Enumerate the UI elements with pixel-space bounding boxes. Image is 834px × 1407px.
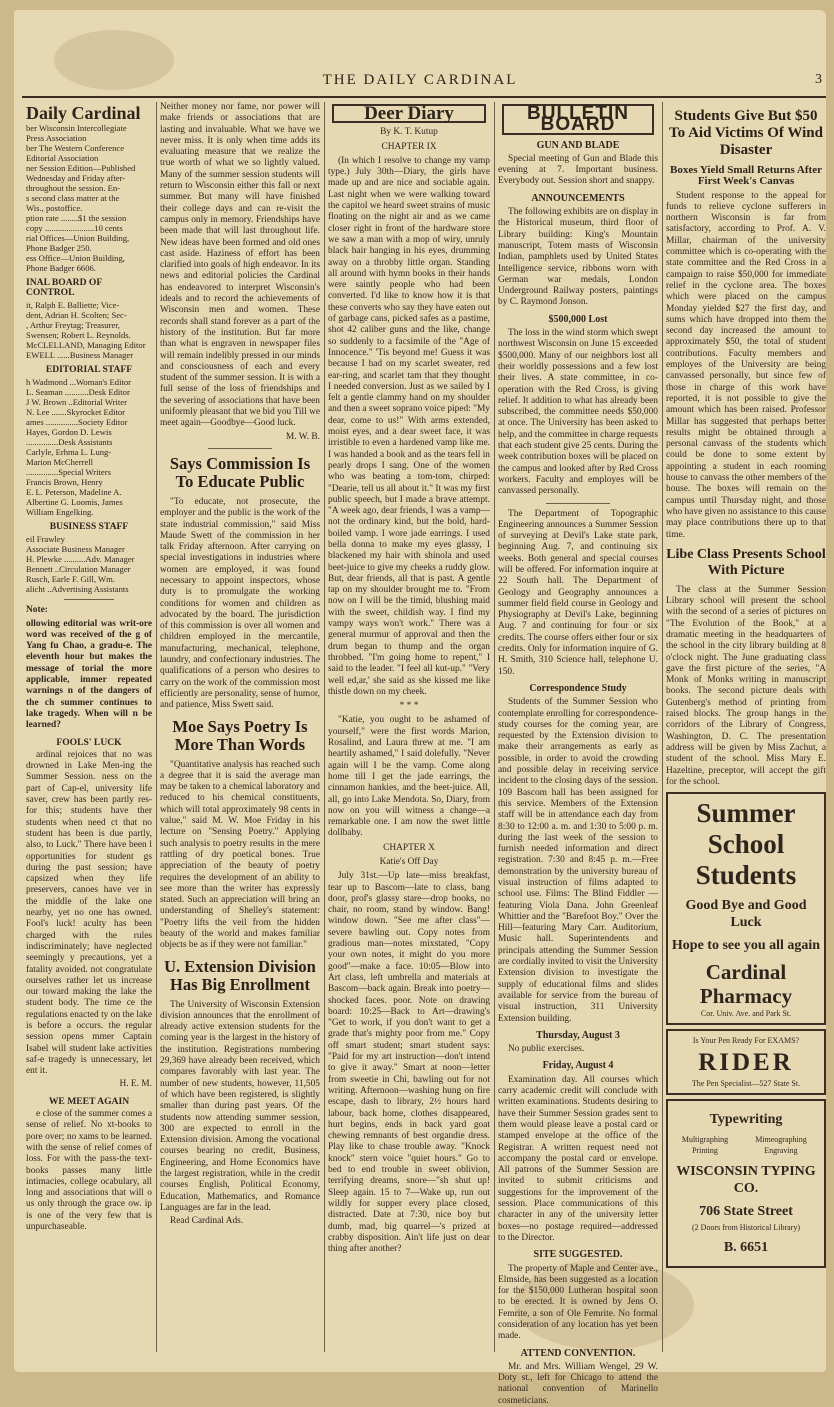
ads-line: Read Cardinal Ads. — [170, 1216, 244, 1227]
libe-text: The class at the Summer Session Library school will present the school with the second of a series of pictures on "The Evolution of the Book," at a dramatic meeting in the headquarters of the school in the city library building at 8 o'clock night. The June graduating class gave the first picture of the series, "A Monk of Monks writing in manuscript books. The second picture deals with Gutenberg's method of printing from raised blocks. The group hangs in the corridors of the Library of Congress, Washington, D. C. The presentation address will be given by Miss Zachut, a student of the school. Miss Mary E. Hazeltine, preceptor, will accept the gift for the school. — [666, 584, 826, 787]
staff-line: rial Offices—Union Building, — [26, 233, 130, 244]
ad-headline: Typewriting — [709, 1112, 783, 1128]
board-line: McCLELLAND, Managing Editor — [26, 340, 146, 351]
wind-disaster-headline: Students Give But $50 To Aid Victims Of Wind Disaster — [669, 108, 823, 158]
we-meet-text: e close of the summer comes a sense of relief. No xt-books to pore over; no xams to be learned. with the sense of relief comes of loss. For with the pass-the text-books passes many little intimacies, college ocabulary, all long and associations that will o us only through the grace ow. ip is one of the very few that is unpurchaseable. — [26, 1109, 152, 1233]
gun-blade-title: GUN AND BLADE — [536, 139, 620, 151]
newspaper-page — [14, 10, 826, 1406]
editorial-line: J W. Brown ..Editorial Writer — [26, 397, 127, 408]
ad-business-name: Cardinal Pharmacy — [699, 960, 793, 1009]
chapter-heading: CHAPTER X — [383, 842, 435, 853]
deer-diary-title: Deer Diary — [332, 104, 486, 123]
editorial-line: Francis Brown, Henry — [26, 477, 103, 488]
board-line: Swensen; Robert L. Reynolds. — [26, 330, 131, 341]
correspondence-text: Students of the Summer Session who contemplate enrolling for correspondence-study courses for the coming year, are requested by the Extension division to make their arrangements as early as possible, in order to avoid the crowding and possible delay in receiving service incident to the closing days of the session. 109 Bascom hall has been assigned for this service. Members of the Extension staff will be in attendance each day from 8:30 to 12:00 a. m. and 1:30 to 5:00 p. m. during the last week of the session to furnish needed information and direct registration. 7:30 and 8:45 p. m.—Free demonstration by the university bureau of visual instruction of films adapted to school use. Films: The Blind Fiddler — featuring Viola Dana. John Greenleaf Whittier and the "Barefoot Boy." Over the Hill—featuring Mary Carr. Auditorium, Music hall. Superintendents and principals attending the Summer Session are cordially invited to visit the University Extension division to investigate the supply of educational films and slides available for service from the bureau of visual instruction, 311 University Extension building. — [498, 697, 658, 1024]
convention-text: Mr. and Mrs. William Wengel, 29 W. Doty st., left for Chicago to attend the national convention of Marinello cosmeticians. — [498, 1361, 658, 1406]
friday-text: Examination day. All courses which carry academic credit will conclude with written examinations. Students desiring to have their Summer Session grades sent to them would please leave a postal card or stamped envelope at the office of the Registrar. A written request need not accompany the postal card or envelope. All patrons of the Summer Session are invited to submit criticisms and suggestions for the improvement of the session. Place communications of this character in any of the university letter boxes—no postage required—addressed to the Director. — [498, 1074, 658, 1243]
column-news-ads — [666, 102, 826, 1364]
staff-line: Phone Badger 250. — [26, 243, 92, 254]
ad-business-name: WISCONSIN TYPING CO. — [676, 1163, 816, 1196]
ad-service-right: Mimeographing Engraving — [755, 1135, 807, 1156]
staff-line: ption rate ........$1 the session — [26, 213, 127, 224]
chapter-heading: CHAPTER IX — [381, 141, 437, 152]
chapter-text: "Katie, you ought to be ashamed of yourself," were the first words Marion, Rosalind, and Laura threw at me. "I am heartily ashamed," I said dolefully. "Never again will I be the vamp. Come along home till I get the jade earrings, the cinnamon hankies, and the beet-juice. All, all, go into Lake Mendota. So, Diary, from now on you will witness a change—a remarkable one. I am now the swet little dollbaby. — [328, 715, 490, 839]
board-line: , Arthur Freytag; Treasurer, — [26, 320, 120, 331]
thursday-title: Thursday, August 3 — [536, 1029, 620, 1041]
business-line: H. Plewke ..........Adv. Manager — [26, 554, 135, 565]
editorial-line: Albertine G. Loomis, James — [26, 497, 123, 508]
staff-line: Editorial Association — [26, 153, 99, 164]
editorial-line: N. Lee .......Skyrocket Editor — [26, 407, 126, 418]
column-rule — [156, 102, 157, 1352]
wind-disaster-text: Student response to the appeal for funds to relieve cyclone sufferers in northern Wisconsin is far from satisfactory, according to Prof. A. V. Millar, chairman of the university committee which is co-operating with the state committee and the Red Cross in a campaign to raise $50,000 for immediate relief in the cyclone area. The boxes which were placed on the campus Monday yielded $27 the first day, and sums which have dropped into them the second day increased the amount to approximately $50, the total of student contributions. Faculty members and employes of the University are being canvassed personally, but since few of those in charge of this work have reported, it is not possible to give the amount which has been raised. Professor Millar has suggested that perhaps better results might be obtained through a personal canvass of the students which could be done to some extent by appointing a student in each rooming house to canvass the other members of the house. The boxes will remain on the campus until Thursday night, and those who have given no assistance to this cause may place contributions there up to that time. — [666, 190, 826, 540]
staff-line: copy .......................10 cents — [26, 223, 123, 234]
thursday-text: No public exercises. — [508, 1044, 585, 1055]
ad-line: Hope to see you all again — [671, 938, 821, 954]
fools-luck-signature: H. E. M. — [119, 1079, 152, 1090]
editorial-line: ...............Desk Assistants — [26, 437, 113, 448]
moe-text: "Quantitative analysis has reached such a degree that it is said the average man may be taken to a chemical laboratory and reduced to his chemical constituents, which will total approximately 98 cents in value," said M. W. Moe Friday in his lecture on "Sensing Poetry." Applying such analysis to poetry results in the mere rattling of dry poetical bones. True appreciation of the beauty of poetry requires the development of an ability to see more than the writer has expressly stated. Such an appreciation will bring an understanding of Shelley's statement: "Poetry lifts the veil from the hidden beauty of the world and makes familiar objects be as if they were not familiar." — [160, 759, 320, 951]
ad-line: Good Bye and Good Luck — [685, 898, 807, 931]
editorial-text: Neither money nor fame, nor power will make friends or associations that are lasting and invaluable. What we have we never miss. It is only when time adds its evaluating measure that we realize the true worth of what we so lightly valued. Many of the summer session students will return to Wisconsin either this fall or next summer. But many will have finished their college days and can re-visit the campus only in memory. Friendships have been made that will last throughout life. New ideas have been formed and old ones cast aside. Haziness of effort has been clarified into goals of high endeavor. In its news and editorial policies the Cardinal has endeavored to interpret Wisconsin's ideals and to record the achievements of Wisconsin men and women. These records shall stand forever as a part of the history of the institution. But far more than what is engraven in newspaper files will remain indelibly pressed in our minds and consciousness of each and every student of the summer session. It is with a full sense of the loss of friendships and the severing of associations that have been uniformly pleasant that we bid you Till we meet again—Goodbye—Good luck. — [160, 102, 320, 429]
column-rule — [324, 102, 325, 1352]
chapter-text: (In which I resolve to change my vamp type.) July 30th—Diary, the girls have made up and are nice and sociable again. Last night when we were walking toward the capitol we heard sweet strains of music floating on the night air and as we came closer right in front of the hardware store we saw a man with a mop of wiry, unruly black hair hanging in his eyes, drumming away on a throbby little organ. Standing all around with hymn books in their hands were saintly people who had been converted. I'd like to know how it is that these converts who say they have eaten out of garbage cans, picked safes as a pastime, shot 42 caliber guns and the like, change so suddenly to a facsimile of the "Age of Innocence." 'Tis beyond me! Guess it was because I had on my scarlet sweater, red ear-ring, and scarlet tam that they thought I needed conversion. Just as we sailed by I felt a gentle clammy hand on my shoulder and then a sweet soprano voice piped: "My dear, come to us!" With arms extended, moist eyes, and a dear sweet face, it was irristible to even a hardened vamp like me. I was handed a book and as the tears fell in pearly drops I sang. One of the women who was beating a tom-tom, chirped: "Dearie, tell us all about it." It was my first public speech, but I made a brave attempt. "A week ago, dear friends, I was a vamp—not the ordinary kind, but the bold, hard-boiled vamp. I wore jade earrings. I used bella donna to make my eyes glassy, I blackened my hair with shinola and used beet-juice to give my cheeks a ruddy glow. But, dear friends, all that is past. A gentle tap on my shoulder brought me to. "From now on I will be the timid, blushing maid with the sweet, childish way. I find my vampy ways won't work." There was a general murmur of approval and then the drum began to thump and the organ throbbed. "I'm going home to repent," I said to the leader. "I feel all kut-up." "Very well ed,ar,' she said as she kissed me like thistle down on my cheek. — [328, 155, 490, 697]
staff-line: throughout the session. En- — [26, 183, 121, 194]
staff-line: ner Session Edition—Published — [26, 163, 136, 174]
column-rule — [494, 102, 495, 1352]
chapter-text: July 31st.—Up late—miss breakfast, tear up to Bascom—late to class, bang door, prof's glassy stare—drop books, no chair, no room, stand by window. Bang! window down. "See me after class"—severe bawling out. Copy notes from gradious man—notes mixstated, "Copy your own notes, it might do you more good"—make a face. 10:05—Blow into Art class, left umbrella and materials at Bascom—back again. Break into poetry—shocked faces. poor. Note on drawing board: 10:25—Back to Art—drawing's "Get to work, if you don't want to get a grade that's mighty poor from me." Copy off smart student; smart student says: "Paid for my art instruction—don't intend to give it away." Smart at noon—letter from sweetie in Chi, bawling out for not writing. Afternoon—washing hung on fire escape, dash to library, 2½ hours hard labour, back home, clothes disappeared, hurt begins, ends in back yard goat chewing remnants of best organdie dress. Play like to chase trouble away. "Knock knock" stern voice "quiet hours." Go to bed to end trouble in sweet oblivion, terrifying dreams, snore—"sh shut up! Sleep again. 15 to 7—Wake up, run out wildly for supper every place closed, distracted. Date at 7:30, nice boy but dumb, mad, big quarrel—'s prized at crabby disposition. Ain't life just on dear thing after another? — [328, 871, 490, 1255]
column-deer-diary — [328, 102, 490, 1364]
business-line: eil Frawley — [26, 534, 65, 545]
masthead-rule — [22, 96, 826, 98]
ad-headline: Summer School Students — [695, 798, 797, 891]
topography-text: The Department of Topographic Engineering announces a Summer Session of surveying at Devil's Lake state park, beginning Aug. 7, and continuing six weeks. Both general and special courses will be offered. For information inquire at 22 South hall. The Department of Geology and Geography announces a summer field field course in Geology and Physiography at Devil's Lake, beginning Aug. 7 and continuing for four or six credits. The course offers either four or six credits. Only for information inquire of G. H. Smith, 310 Science hall, telephone U. 150. — [498, 508, 659, 677]
column-masthead — [26, 102, 152, 1364]
extension-headline: U. Extension Division Has Big Enrollment — [164, 956, 316, 994]
announcements-title: ANNOUNCEMENTS — [531, 192, 625, 204]
business-line: Bennett ..Circulation Manager — [26, 564, 131, 575]
pharmacy-ad — [666, 792, 826, 1025]
editorial-signature: M. W. B. — [285, 431, 320, 442]
staff-line: ber Wisconsin Intercollegiate — [26, 123, 127, 134]
business-line: Associate Business Manager — [26, 544, 125, 555]
ad-question: Is Your Pen Ready For EXAMS? — [692, 1036, 800, 1046]
ad-business-name: RIDER — [698, 1048, 794, 1076]
extension-text: The University of Wisconsin Extension division announces that the enrollment of already active extension students for the coming year is the largest in the history of the institution. Registrations numbering 29,369 have already been received, which compares favorably with last year. The number of new students, however, 11,505 of which have been registered, is slightly smaller than during past years. Of the students now attending summer session, 300 are expected to enroll in the Extension division. Among the vocational courses bearing no credit, Business, Engineering, and Home Economics have the largest registration, while in the credit courses English, Political Economy, Education, Mathematics, and Romance Languages are far in the lead. — [160, 999, 320, 1213]
section-stars: * * * — [399, 701, 419, 712]
business-staff-title: BUSINESS STAFF — [49, 521, 129, 533]
board-line: dent, Adrian H. Scolten; Sec- — [26, 310, 127, 321]
staff-line: Press Association — [26, 133, 87, 144]
byline: By K. T. Kutup — [380, 127, 438, 138]
editorial-line: Hayes, Gordon D. Lewis — [26, 427, 112, 438]
moe-headline: Moe Says Poetry Is More Than Words — [172, 716, 308, 754]
lost-title: $500,000 Lost — [548, 313, 608, 325]
editorial-line: ...............Special Writers — [26, 467, 111, 478]
editorial-staff-title: EDITORIAL STAFF — [45, 364, 133, 376]
chapter-subtitle: Katie's Off Day — [379, 857, 439, 867]
we-meet-title: WE MEET AGAIN — [48, 1095, 130, 1107]
fools-luck-title: FOOLS' LUCK — [56, 736, 122, 748]
editorial-line: Carlyle, Erhma L. Lung- — [26, 447, 112, 458]
note-text: ollowing editorial was writ-ore word was received of the g of Yang fu Chao, a gradu-e. The eleventh hour but makes the message of torial the more applicable, immer repeated warnings n of the dangers of the ch summer continues to lake tragedy. When will n be learned? — [26, 618, 152, 731]
masthead-title: THE DAILY CARDINAL — [322, 72, 518, 88]
commission-headline: Says Commission Is To Educate Public — [169, 453, 311, 491]
site-title: SITE SUGGESTED. — [533, 1249, 623, 1261]
board-line: it, Ralph E. Balliette; Vice- — [26, 300, 120, 311]
staff-line: Wis., postoffice. — [26, 203, 83, 214]
ad-subline: The Pen Specialist—527 State St. — [691, 1078, 801, 1088]
editorial-line: E. L. Peterson, Madeline A. — [26, 487, 122, 498]
board-line: EWELL ......Business Manager — [26, 350, 134, 361]
paper-name: Daily Cardinal — [26, 103, 141, 123]
business-line: alicht ..Advertising Assistants — [26, 584, 129, 595]
page-number: 3 — [815, 72, 822, 87]
typing-ad — [666, 1099, 826, 1268]
business-line: Rusch, Earle F. Gill, Wm. — [26, 574, 115, 585]
site-text: The property of Maple and Center ave., Elmside, has been suggested as a location for the $150,000 Lutheran hospital soon to be erected. It is owned by Jens O. Femrite, a son of Ole Femrite. No formal consideration of any location has yet been made. — [498, 1263, 658, 1342]
editorial-line: ames ...............Society Editor — [26, 417, 128, 428]
ad-address: Cor. Univ. Ave. and Park St. — [700, 1009, 792, 1019]
editorial-line: William Engelking. — [26, 507, 94, 518]
editorial-line: h Wadmond ...Woman's Editor — [26, 377, 132, 388]
bulletin-board-title: BULLETIN BOARD — [502, 104, 654, 135]
column-rule — [662, 102, 663, 1352]
fools-luck-text: ardinal rejoices that no was drowned in Lake Men-ing the Summer Session. ness on the part of Cap-el, university life saver, crew has been partly res-for this; students have ther students when need ct that no student has been is due partly, also, to Luck." There have been l opportunities for student gs during the past session; have capsized when they life preservers, canoes have ver in the middle of the lake one nearby, yet no one has owned. Fool's luck! aculty has been charged with the rules indiscriminately; have neglected seemingly y precautions, yet a fatality avoided. not congratulate ourselves rather let us increase our toward making the lake the student body. The time ce the regulations enacted ty on the lake is before a occurs. the regular session opens mmer Captain Isabel will student lake activities saf-e tragedy is unnecessary, let ent it. — [26, 749, 152, 1077]
correspondence-title: Correspondence Study — [529, 682, 627, 694]
ad-service-left: Multigraphing Printing — [681, 1135, 729, 1156]
announcements-text: The following exhibits are on display in the Historical museum, third floor of Library building: King's Mountain manuscript, Totem masts of Wisconsin Indian, pamphlets used by United States Intelligence service, ribbons worn with German war medals, London Underground Railway posters, paintings by C. Raymond Jonson. — [498, 207, 658, 308]
divider — [208, 448, 272, 449]
staff-line: Phone Badger 6606. — [26, 263, 96, 274]
ad-services — [670, 1134, 822, 1157]
gun-blade-text: Special meeting of Gun and Blade this evening at 7. Important business. Everybody out. Session short and snappy. — [498, 153, 658, 187]
ad-address: 706 State Street — [699, 1203, 793, 1219]
libe-headline: Libe Class Presents School With Picture — [666, 546, 826, 578]
convention-title: ATTEND CONVENTION. — [520, 1347, 636, 1359]
divider — [546, 503, 610, 504]
ornament-divider — [64, 599, 114, 600]
staff-line: Wednesday and Friday after- — [26, 173, 126, 184]
staff-line: ber The Western Conference — [26, 143, 125, 154]
staff-line: s second class matter at the — [26, 193, 120, 204]
column-bulletin-board — [498, 102, 659, 1406]
lost-text: The loss in the wind storm which swept northwest Wisconsin on June 15 exceeded $500,000. Many of our neighbors lost all their worldly possessions and a few lost their lives. A state committee, in co-operation with the Red Cross, is giving relief. It addition to what has already been subscribed, the committee needs $50,000 at once. The University has been asked to help, and the committee in charge requests that each student give 25 cents. During the week contribution boxes will be placed on the campus and looked after by Red Cross workers. Faculty and employes will be canvassed personally. — [498, 328, 658, 497]
staff-box — [26, 123, 152, 594]
ad-phone: B. 6651 — [723, 1239, 769, 1255]
ad-note: (2 Doors from Historical Library) — [692, 1222, 800, 1232]
board-title: INAL BOARD OF CONTROL — [26, 277, 102, 299]
note-title: Note: — [26, 605, 48, 616]
editorial-line: Marion McCherrell — [26, 457, 94, 468]
column-editorial — [160, 102, 320, 1364]
rider-ad — [666, 1029, 826, 1095]
commission-text: "To educate, not prosecute, the employer and the public is the work of the state industrial commission," said Miss Maude Swett of the commission in her talk Friday afternoon. After carrying on special investigations in industries where women are employed, it was found necessary to appoint inspectors, whose duty is to promulgate the working conditions for women and children as advocated by the board. The jurisdiction of this commission is over all women and children employed in the mercantile, manufacturing, mechanical, telephone, laundry, and confectionary industries. The qualifications of a person who desires to carry on the work of the commission most efficiently are personality, sense of humor, and patience, Miss Swett said. — [160, 496, 320, 711]
editorial-line: L. Seaman ...........Desk Editor — [26, 387, 130, 398]
staff-line: ess Office—Union Building, — [26, 253, 125, 264]
friday-title: Friday, August 4 — [542, 1060, 614, 1072]
wind-disaster-subhead: Boxes Yield Small Returns After First Week's Canvas — [670, 164, 822, 188]
